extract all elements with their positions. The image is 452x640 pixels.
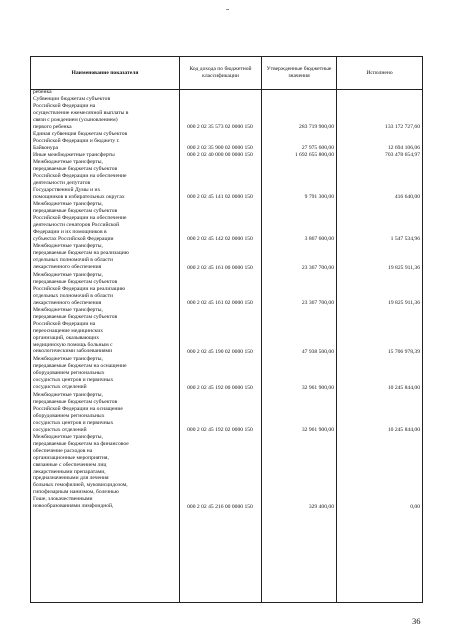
row-fact: 703 478 654,97	[385, 152, 420, 159]
table-row	[31, 201, 422, 243]
row-plan: 9 791 300,00	[304, 194, 334, 201]
row-code: 000 2 02 45 141 02 0000 150	[187, 194, 253, 201]
row-code: 000 2 02 40 000 00 0000 150	[187, 152, 253, 159]
table-row	[31, 272, 422, 307]
row-plan: 283 719 900,00	[299, 124, 334, 131]
row-plan: 27 975 600,00	[301, 145, 334, 152]
header-fact: Исполнено	[336, 57, 422, 89]
header-plan: Утвержденные бюджетные значения	[261, 57, 336, 89]
row-name: Межбюджетные трансферты, передаваемые бюджетам субъектов Российской Федерации на обеспечение деятельности сенаторов Российской Федерации и их помощников в субъектах Российской Федерации	[33, 201, 127, 242]
row-fact: 19 825 911,36	[388, 265, 420, 272]
row-code: 000 2 02 45 161 02 0000 150	[187, 300, 253, 307]
row-fact: 416 640,00	[394, 194, 420, 201]
row-fact: 1 547 534,96	[390, 236, 420, 243]
row-fact: 19 825 911,36	[388, 300, 420, 307]
table-row	[31, 307, 422, 356]
header-code: Код дохода по бюджетной классификации	[179, 57, 261, 89]
row-name: Единая субвенция бюджетам субъектов Российской Федерации и бюджету г. Байконура	[33, 131, 128, 151]
page-number: 36	[412, 616, 421, 626]
scan-mark	[226, 9, 229, 10]
row-plan: 3 867 600,00	[304, 236, 334, 243]
row-code: 000 2 02 45 216 00 0000 150	[187, 504, 253, 511]
table-row	[31, 159, 422, 201]
row-name: Межбюджетные трансферты, передаваемые бюджетам на оснащение оборудованием региональных сосудистых центров и первичных сосудистых отделений	[33, 356, 127, 390]
row-plan: 32 961 900,00	[301, 385, 334, 392]
table-row	[31, 434, 422, 511]
row-code: 000 2 02 45 190 02 0000 150	[187, 349, 253, 356]
row-plan: 47 938 500,00	[301, 349, 334, 356]
row-plan: 23 367 700,00	[301, 300, 334, 307]
header-name: Наименование показателя	[71, 69, 139, 76]
row-fact: 15 706 978,39	[387, 349, 420, 356]
row-plan: 1 692 655 800,00	[294, 152, 334, 159]
table-header	[31, 57, 422, 90]
row-code: 000 2 02 45 192 00 0000 150	[187, 385, 253, 392]
row-plan: 23 367 700,00	[301, 265, 334, 272]
row-name: Иные межбюджетные трансферты	[33, 152, 115, 158]
table-row	[31, 356, 422, 392]
row-name: ребенка	[33, 89, 52, 95]
table-row	[31, 89, 422, 96]
row-name: Межбюджетные трансферты, передаваемые бюджетам на реализацию отдельных полномочий в области лекарственного обеспечения	[33, 243, 129, 270]
row-name: Субвенции бюджетам субъектов Российской Федерации на осуществление ежемесячной выплаты в связи с рождением (усыновлением) первого ребенка	[33, 96, 129, 130]
row-name: Межбюджетные трансферты, передаваемые бюджетам субъектов Российской Федерации на оснащение оборудованием региональных сосудистых центров и первичных сосудистых отделений	[33, 392, 123, 433]
row-name: Межбюджетные трансферты, передаваемые бюджетам на финансовое обеспечение расходов на организационные мероприятия, связанные с обеспечением лиц лекарственными препаратами, предназначенными для лечения больных гемофилией, муковисцидозом, гипофизарным нанизмом, болезнью Гоше, злокачественными новообразованиями лимфоидной,	[33, 434, 129, 510]
row-name: Межбюджетные трансферты, передаваемые бюджетам субъектов Российской Федерации на переоснащение медицинских организаций, оказывающих медицинскую помощь больным с онкологическими заболеваниями	[33, 307, 118, 355]
row-code: 000 2 02 35 573 02 0000 150	[187, 124, 253, 131]
revenue-table	[30, 56, 423, 603]
row-code: 000 2 02 45 161 00 0000 150	[187, 265, 253, 272]
row-plan: 32 961 900,00	[301, 427, 334, 434]
row-fact: 0,00	[410, 504, 420, 511]
row-name: Межбюджетные трансферты, передаваемые бюджетам субъектов Российской Федерации на обеспечение деятельности депутатов Государственной Думы и их помощников в избирательных округах	[33, 159, 127, 200]
row-fact: 10 245 844,00	[387, 427, 420, 434]
table-row	[31, 392, 422, 434]
table-row	[31, 131, 422, 152]
table-row	[31, 243, 422, 272]
row-plan: 329 400,00	[308, 504, 334, 511]
row-fact: 133 172 727,60	[385, 124, 420, 131]
row-name: Межбюджетные трансферты, передаваемые бюджетам субъектов Российской Федерации на реализацию отдельных полномочий в области лекарственного обеспечения	[33, 272, 126, 306]
row-fact: 12 694 106,06	[387, 145, 420, 152]
table-row	[31, 96, 422, 131]
row-code: 000 2 02 45 142 02 0000 150	[187, 236, 253, 243]
table-row	[31, 152, 422, 159]
row-code: 000 2 02 35 900 02 0000 150	[187, 145, 253, 152]
row-code: 000 2 02 45 192 02 0000 150	[187, 427, 253, 434]
row-fact: 10 245 844,00	[387, 385, 420, 392]
